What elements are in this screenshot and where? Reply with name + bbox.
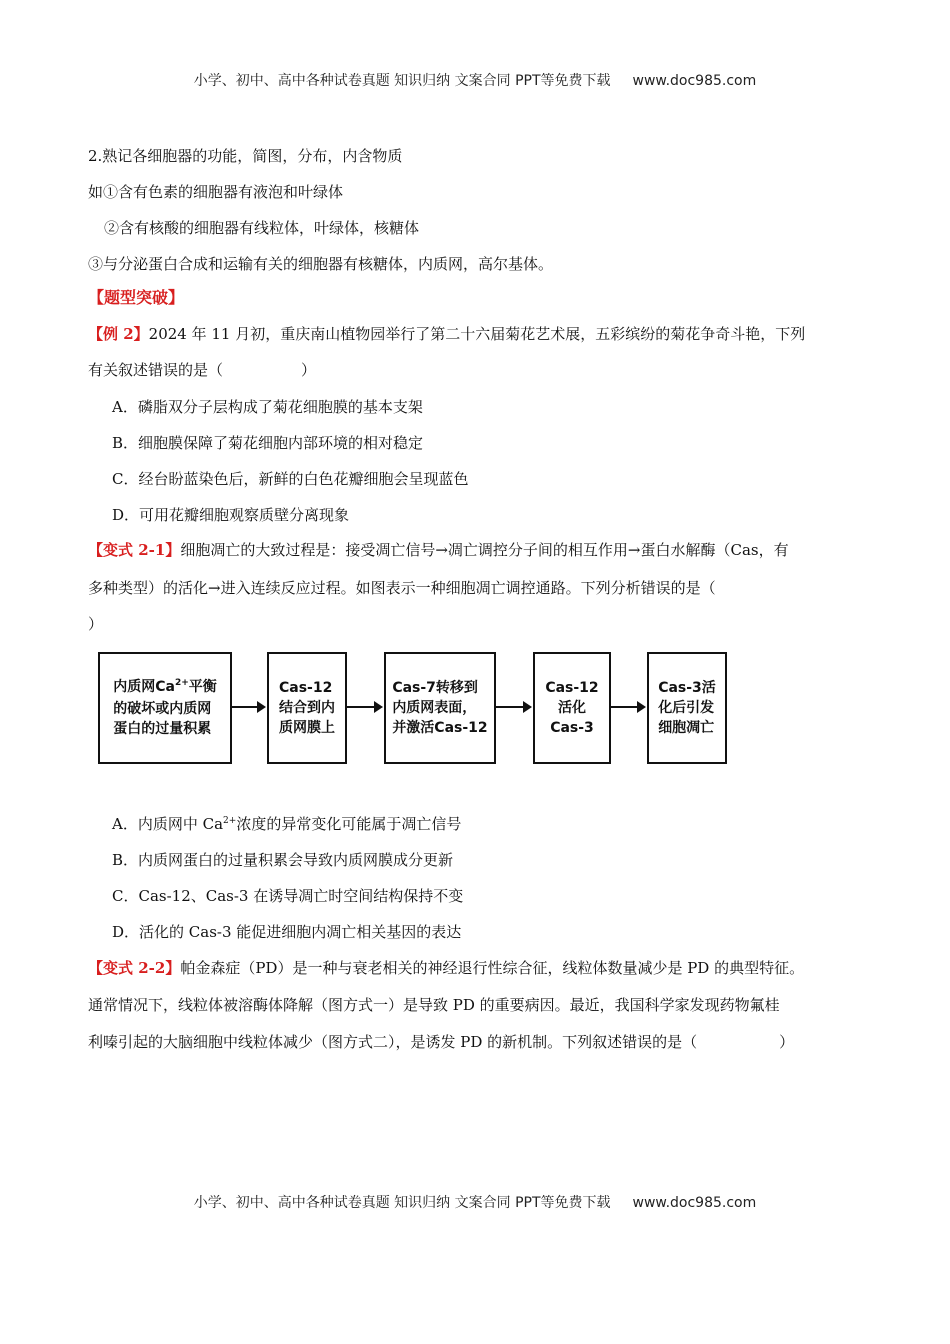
- example-2-line-2: [88, 360, 316, 380]
- flow-box-3-line-1: Cas-7转移到: [392, 680, 478, 696]
- variant-2-1-text-1: 细胞凋亡的大致过程是：接受凋亡信号→凋亡调控分子间的相互作用→蛋白水解酶（Cas，有: [180, 541, 789, 559]
- notes-title: 2.熟记各细胞器的功能，简图，分布，内含物质: [88, 147, 403, 165]
- variant-2-2-text-1: 帕金森症（PD）是一种与衰老相关的神经退行性综合征，线粒体数量减少是 PD 的典型特征。: [180, 959, 805, 977]
- option-a-text-2: 浓度的异常变化可能属于凋亡信号: [236, 815, 462, 833]
- variant-2-2-text-3: 利嗪引起的大脑细胞中线粒体减少（图方式二），是诱发 PD 的新机制。下列叙述错误的是（: [88, 1033, 698, 1051]
- flow-box-5: [647, 652, 727, 764]
- flow-box-4-line-1: Cas-12: [545, 680, 599, 696]
- example-2-option-a: A．磷脂双分子层构成了菊花细胞膜的基本支架: [112, 398, 423, 416]
- apoptosis-flowchart: [98, 652, 728, 770]
- variant-2-1-line-3: ）: [88, 615, 104, 633]
- page-footer: [0, 1192, 950, 1212]
- example-2-text-2: 有关叙述错误的是（: [88, 361, 224, 379]
- option-a-sup: 2+: [223, 816, 237, 826]
- flow-box-5-line-3: 细胞凋亡: [658, 720, 715, 736]
- flow-box-3-line-2: 内质网表面，: [392, 700, 477, 716]
- variant-2-2-line-3: [88, 1032, 794, 1052]
- flow-box-2-line-1: Cas-12: [279, 680, 333, 696]
- example-2-text-1: 2024 年 11 月初，重庆南山植物园举行了第二十六届菊花艺术展，五彩缤纷的菊花争奇斗艳，下列: [148, 325, 806, 343]
- variant-2-2-line-1: [88, 958, 804, 978]
- variant-2-2-tag: 【变式 2-2】: [88, 959, 181, 977]
- page-header: [0, 70, 950, 90]
- flow-box-2: [267, 652, 347, 764]
- flow-box-1-line-1a: 内质网Ca: [113, 679, 175, 695]
- flow-box-4-line-3: Cas-3: [550, 720, 594, 736]
- flow-box-1-sup: 2+: [174, 678, 189, 688]
- flow-box-5-line-1: Cas-3活: [658, 680, 716, 696]
- variant-2-1-option-b: B．内质网蛋白的过量积累会导致内质网膜成分更新: [112, 851, 454, 869]
- example-2-option-d: D．可用花瓣细胞观察质壁分离现象: [112, 506, 350, 524]
- variant-2-1-option-c: C．Cas-12、Cas-3 在诱导凋亡时空间结构保持不变: [112, 887, 464, 905]
- variant-2-1-tag: 【变式 2-1】: [88, 541, 181, 559]
- notes-item-2: ②含有核酸的细胞器有线粒体，叶绿体，核糖体: [104, 219, 420, 237]
- flow-arrow-2: [347, 706, 381, 708]
- variant-2-1-line-2: 多种类型）的活化→进入连续反应过程。如图表示一种细胞凋亡调控通路。下列分析错误的是（: [88, 579, 716, 597]
- footer-text: 小学、初中、高中各种试卷真题 知识归纳 文案合同 PPT等免费下载: [193, 1195, 611, 1211]
- close-paren: ）: [301, 361, 317, 379]
- variant-2-1-option-d: D．活化的 Cas-3 能促进细胞内凋亡相关基因的表达: [112, 923, 462, 941]
- flow-arrow-4: [611, 706, 644, 708]
- footer-url[interactable]: www.doc985.com: [632, 1195, 757, 1211]
- flow-box-3: [384, 652, 496, 764]
- flow-box-2-line-3: 质网膜上: [279, 720, 335, 736]
- variant-2-2-line-2: 通常情况下，线粒体被溶酶体降解（图方式一）是导致 PD 的重要病因。最近，我国科学家发现药物氟桂: [88, 996, 780, 1014]
- flow-box-3-line-3: 并激活Cas-12: [392, 720, 488, 736]
- header-url[interactable]: www.doc985.com: [632, 73, 757, 89]
- example-2-option-c: C．经台盼蓝染色后，新鲜的白色花瓣细胞会呈现蓝色: [112, 470, 469, 488]
- flow-box-1-line-3: 蛋白的过量积累: [113, 721, 212, 737]
- example-2-tag: 【例 2】: [88, 325, 149, 343]
- flow-box-2-line-2: 结合到内: [279, 700, 335, 716]
- flow-box-1-line-1b: 平衡: [188, 679, 217, 695]
- notes-item-3: ③与分泌蛋白合成和运输有关的细胞器有核糖体，内质网，高尔基体。: [88, 255, 554, 273]
- variant-2-1-option-a: [112, 814, 461, 837]
- notes-item-1: 如①含有色素的细胞器有液泡和叶绿体: [88, 183, 344, 201]
- example-2-line-1: [88, 324, 805, 344]
- variant-2-1-line-1: [88, 540, 789, 560]
- flow-box-4: [533, 652, 611, 764]
- flow-box-5-line-2: 化后引发: [658, 700, 715, 716]
- example-2-option-b: B．细胞膜保障了菊花细胞内部环境的相对稳定: [112, 434, 424, 452]
- flow-box-1: [98, 652, 232, 764]
- option-a-text-1: A．内质网中 Ca: [112, 815, 224, 833]
- close-paren: ）: [779, 1033, 795, 1051]
- flow-arrow-1: [232, 706, 264, 708]
- flow-arrow-3: [496, 706, 530, 708]
- header-text: 小学、初中、高中各种试卷真题 知识归纳 文案合同 PPT等免费下载: [193, 73, 611, 89]
- section-title: 【题型突破】: [88, 288, 185, 307]
- flow-box-1-line-2: 的破坏或内质网: [113, 701, 212, 717]
- flow-box-4-line-2: 活化: [557, 700, 586, 716]
